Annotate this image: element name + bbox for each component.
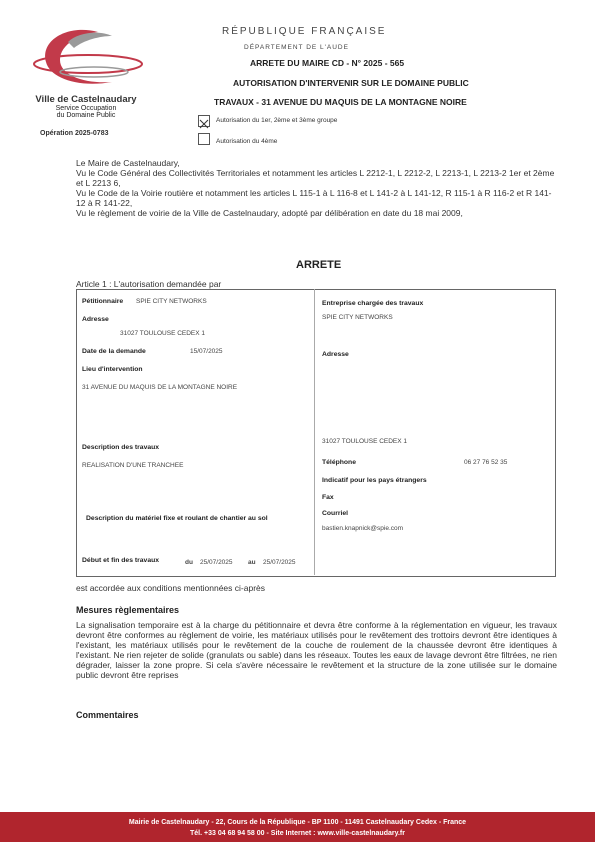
debut-fin-label: Début et fin des travaux	[82, 557, 160, 564]
footer-line-1: Mairie de Castelnaudary - 22, Cours de la République - BP 1100 - 11491 Castelnaudary Cedex - France	[128, 819, 467, 826]
fax-label: Fax	[322, 494, 334, 501]
telephone-label: Téléphone	[322, 459, 356, 466]
indicatif-label: Indicatif pour les pays étrangers	[322, 477, 427, 484]
service-line-1: Service Occupation	[55, 105, 117, 112]
desc-travaux-label: Description des travaux	[82, 444, 160, 451]
fin-value: 25/07/2025	[263, 559, 296, 566]
lieu-value: 31 AVENUE DU MAQUIS DE LA MONTAGNE NOIRE	[82, 384, 238, 391]
debut-value: 25/07/2025	[200, 559, 233, 566]
checkbox-groupe-1-3[interactable]	[198, 115, 210, 127]
checkbox-groupe-4[interactable]	[198, 133, 210, 145]
adresse-label: Adresse	[82, 316, 109, 323]
du-label: du	[185, 559, 193, 566]
lieu-label: Lieu d'intervention	[82, 366, 143, 373]
entreprise-value: SPIE CITY NETWORKS	[322, 314, 393, 321]
commentaires-title: Commentaires	[76, 710, 139, 720]
republique-title: RÉPUBLIQUE FRANÇAISE	[222, 26, 387, 37]
form-divider	[314, 289, 315, 575]
desc-materiel-label: Description du matériel fixe et roulant de chantier au sol	[86, 515, 268, 522]
adresse2-value: 31027 TOULOUSE CEDEX 1	[322, 438, 408, 445]
footer-bar	[0, 812, 595, 842]
courriel-label: Courriel	[322, 510, 349, 517]
petitionnaire-label: Pétitionnaire	[82, 298, 124, 305]
preamble-line-2: Vu le Code Général des Collectivités Territoriales et notamment les articles L 2212-1, L 2212-2, L 2213-1, L 2213-2 1er et 2ème et L 2213 6,	[76, 168, 555, 188]
date-demande-value: 15/07/2025	[190, 348, 223, 355]
operation-number: Opération 2025-0783	[40, 130, 109, 137]
departement-title: DÉPARTEMENT DE L'AUDE	[244, 44, 349, 51]
footer-line-2: Tél. +33 04 68 94 58 00 - Site Internet : www.ville-castelnaudary.fr	[190, 830, 405, 837]
arrete-number: ARRETE DU MAIRE CD - N° 2025 - 565	[250, 58, 405, 68]
service-line-2: du Domaine Public	[56, 112, 116, 119]
check-x-icon	[199, 119, 209, 129]
logo-swoosh-icon	[28, 22, 144, 94]
article-1: Article 1 : L'autorisation demandée par	[76, 279, 222, 289]
telephone-value: 06 27 76 52 35	[464, 459, 508, 466]
city-logo	[28, 22, 144, 94]
desc-travaux-value: REALISATION D'UNE TRANCHEE	[82, 462, 184, 469]
checkbox-label-groupe-1-3: Autorisation du 1er, 2ème et 3ème groupe	[216, 117, 338, 124]
preamble-line-1: Le Maire de Castelnaudary,	[76, 158, 180, 168]
courriel-value: bastien.knapnick@spie.com	[322, 525, 404, 532]
adresse2-label: Adresse	[322, 351, 349, 358]
arrete-title: ARRETE	[296, 259, 342, 271]
petitionnaire-value: SPIE CITY NETWORKS	[136, 298, 207, 305]
preamble-line-4: Vu le règlement de voirie de la Ville de Castelnaudary, adopté par délibération en date du 18 mai 2009,	[76, 208, 463, 218]
adresse-value: 31027 TOULOUSE CEDEX 1	[120, 330, 206, 337]
entreprise-label: Entreprise chargée des travaux	[322, 300, 424, 307]
mesures-title: Mesures règlementaires	[76, 605, 180, 615]
preamble-line-3: Vu le Code de la Voirie routière et notamment les articles L 115-1 à L 116-8 et L 141-2 à L 141-12, R 115-1 à R 116-2 et R 141-12 à R 141-22,	[76, 188, 552, 208]
checkbox-label-groupe-4: Autorisation du 4ème	[216, 138, 278, 145]
autorisation-title: AUTORISATION D'INTERVENIR SUR LE DOMAINE PUBLIC	[233, 78, 469, 88]
preamble	[76, 158, 556, 218]
travaux-title: TRAVAUX - 31 AVENUE DU MAQUIS DE LA MONTAGNE NOIRE	[214, 97, 467, 107]
mesures-text: La signalisation temporaire est à la charge du pétitionnaire et devra être conforme à la réglementation en vigueur, les travaux devront être conformes au règlement de voirie, les matériaux utilisés pour le revêtement des trottoirs devront être identiques à l'existant, les matériaux utilisés pour le revêtement de la couche de roulement de la chaussée devront être identiques à l'existant. Ne rien rejeter de solide (granulats ou sable) dans les réseaux. Toutes les eaux de lavage devront être filtrées, ne rien dégrader, laisser la zone propre. Si cela s'avère nécessaire le revêtement et la structure de la zone utilisée sur le domaine public devront être reprises	[76, 620, 557, 680]
date-demande-label: Date de la demande	[82, 348, 146, 355]
au-label: au	[248, 559, 256, 566]
accordee-text: est accordée aux conditions mentionnées ci-après	[76, 583, 265, 593]
org-name: Ville de Castelnaudary	[35, 94, 137, 105]
